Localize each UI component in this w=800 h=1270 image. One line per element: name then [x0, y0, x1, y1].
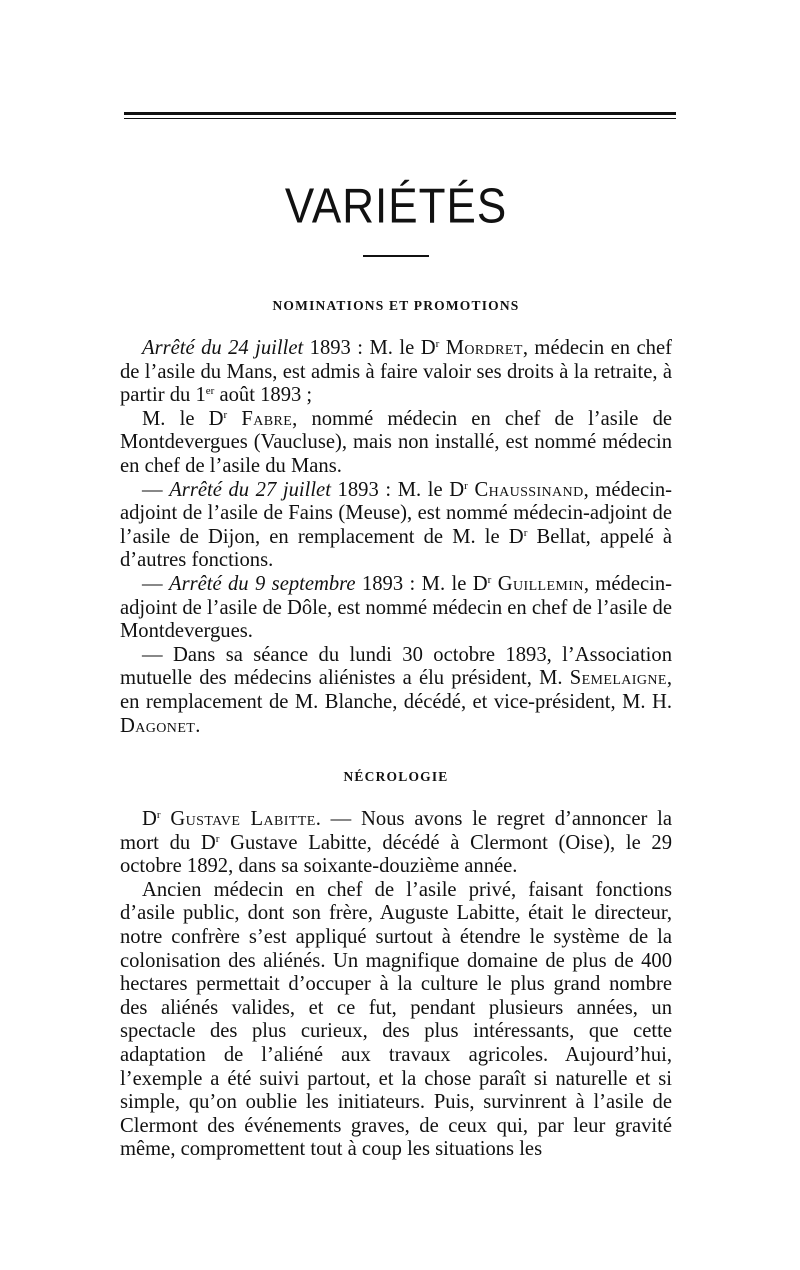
paragraph: — Arrêté du 9 septembre 1893 : M. le $D^r$ Guillemin, médecin-adjoint de l’asile de Dôle, est nommé médecin en chef de l’asile de Montdevergues. [120, 572, 672, 643]
document-page [120, 112, 672, 1162]
paragraph: — Dans sa séance du lundi 30 octobre 1893, l’Association mutuelle des médecins aliénistes a élu président, M. Semelaigne, en remplacement de M. Blanche, décédé, et vice-président, M. H. Dagonet. [120, 643, 672, 737]
paragraph: M. le $D^r$ Fabre, nommé médecin en chef de l’asile de Montdevergues (Vaucluse), mais non installé, est nommé médecin en chef de l’asile du Mans. [120, 407, 673, 477]
paragraph: — Arrêté du 27 juillet 1893 : M. le $D^r$ Chaussinand, médecin-adjoint de l’asile de Fains (Meuse), est nommé médecin-adjoint de l’asile de Dijon, en remplacement de M. le $D^r$ Bellat, appelé à d’autres fonctions. [120, 478, 673, 572]
title-rule [363, 255, 429, 257]
paragraph: $D^r$ Gustave Labitte. — Nous avons le regret d’annoncer la mort du $D^r$ Gustave Labitte, décédé à Clermont (Oise), le 29 octobre 1892, dans sa soixante-douzième année. [120, 808, 672, 878]
section-heading-nominations: NOMINATIONS ET PROMOTIONS [272, 298, 520, 313]
section-heading-necrologie: NÉCROLOGIE [343, 769, 449, 785]
paragraph: Ancien médecin en chef de l’asile privé, faisant fonctions d’asile public, dont son frère, Auguste Labitte, était le directeur, notre confrère s’est appliqué surtout à étendre le système de la colonisation des aliénés. Un magnifique domaine de plus de 400 hectares permettait d’occuper à la culture le plus grand nombre des aliénés valides, et ce fut, pendant plusieurs années, un spectacle des plus curieux, des plus intéressants, que cette adaptation de l’aliéné aux travaux agricoles. Aujourd’hui, l’exemple a été suivi partout, et la chose paraît si naturelle et si simple, qu’on oublie les initiateurs. Puis, survinrent à l’asile de Clermont des événements graves, de ceux qui, par leur gravité même, compromettent tout à coup les situations les [120, 878, 672, 1161]
top-rule-thin [124, 118, 676, 119]
top-rule-thick [124, 112, 676, 115]
paragraph: Arrêté du 24 juillet 1893 : M. le $D^r$ Mordret, médecin en chef de l’asile du Mans, est admis à faire valoir ses droits à la retraite, à partir du 1er août 1893 ; [120, 337, 672, 407]
page-title: VARIÉTÉS [284, 179, 508, 234]
